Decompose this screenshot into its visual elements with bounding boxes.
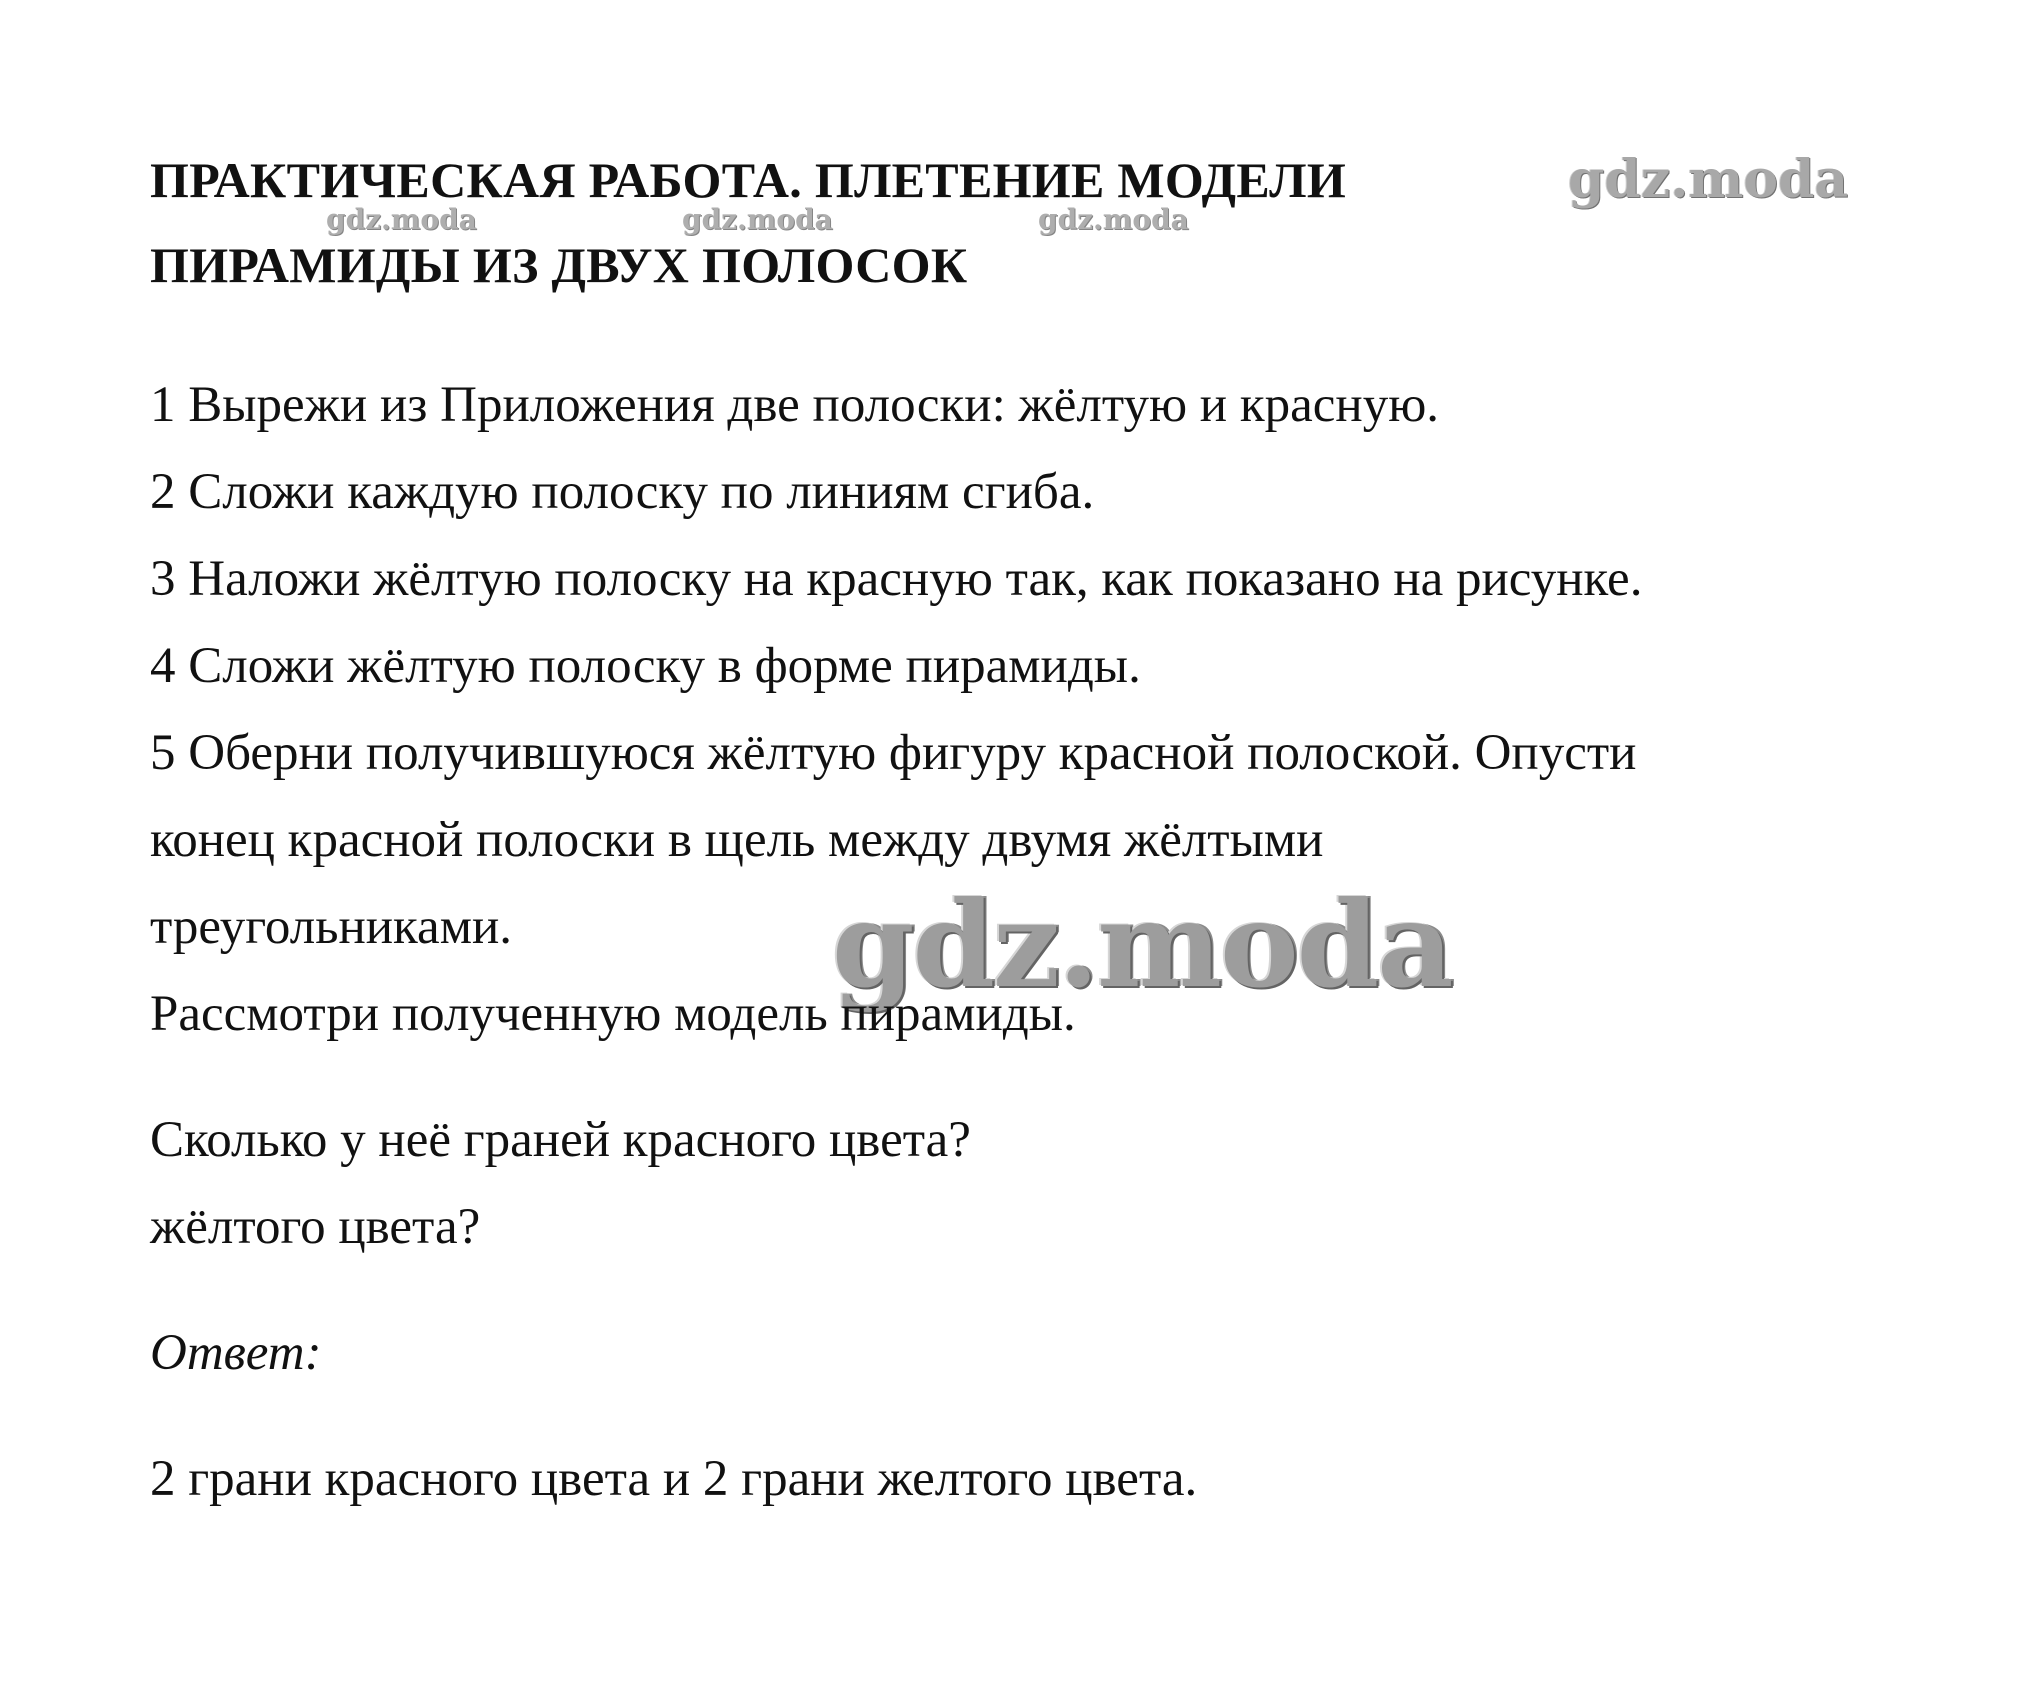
step-line-8: Рассмотри полученную модель пирамиды. xyxy=(150,986,1076,1042)
step-line-3: 3 Наложи жёлтую полоску на красную так, как показано на рисунке. xyxy=(150,551,1643,607)
question-line-2: жёлтого цвета? xyxy=(150,1199,481,1255)
watermark-center: gdz.moda xyxy=(832,875,1452,1014)
step-line-1: 1 Вырежи из Приложения две полоски: жёлтую и красную. xyxy=(150,377,1440,433)
step-line-6: конец красной полоски в щель между двумя жёлтыми xyxy=(150,812,1324,868)
watermark-small-2: gdz.moda xyxy=(682,203,833,236)
watermark-header: gdz.moda xyxy=(1568,149,1849,210)
title-line-2: ПИРАМИДЫ ИЗ ДВУХ ПОЛОСОК xyxy=(150,237,968,293)
answer-text: 2 грани красного цвета и 2 грани желтого цвета. xyxy=(150,1451,1198,1507)
step-line-5: 5 Оберни получившуюся жёлтую фигуру красной полоской. Опусти xyxy=(150,725,1637,781)
question-line-1: Сколько у неё граней красного цвета? xyxy=(150,1112,971,1168)
step-line-7: треугольниками. xyxy=(150,899,513,955)
step-line-2: 2 Сложи каждую полоску по линиям сгиба. xyxy=(150,464,1095,520)
title-line-1: ПРАКТИЧЕСКАЯ РАБОТА. ПЛЕТЕНИЕ МОДЕЛИ xyxy=(150,152,1347,208)
watermark-small-3: gdz.moda xyxy=(1038,203,1189,236)
answer-label: Ответ: xyxy=(150,1325,322,1381)
step-line-4: 4 Сложи жёлтую полоску в форме пирамиды. xyxy=(150,638,1141,694)
watermark-small-1: gdz.moda xyxy=(326,203,477,236)
